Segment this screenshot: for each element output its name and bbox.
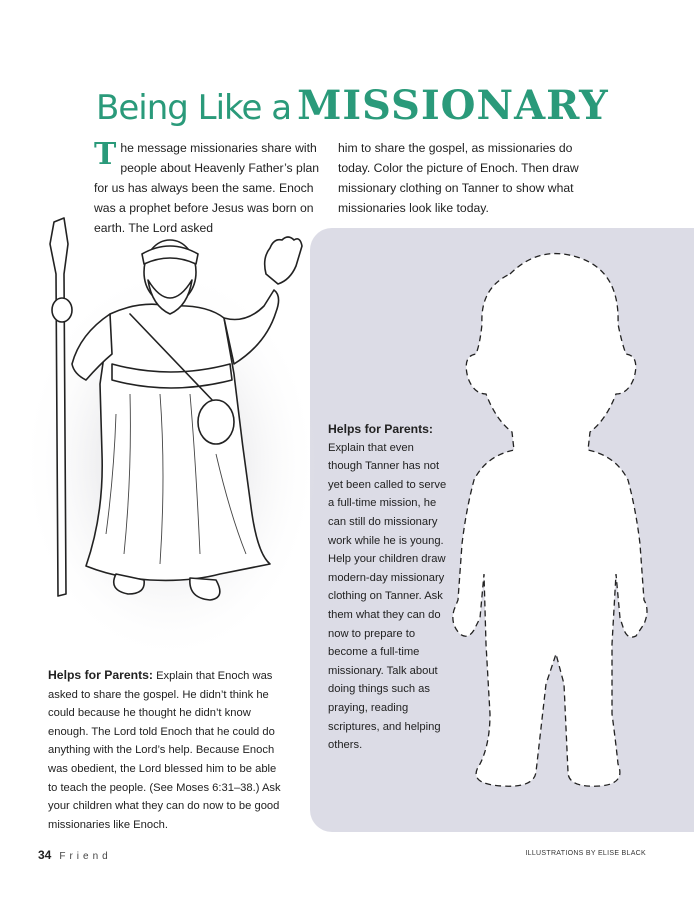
helps-text-right: Explain that even though Tanner has not yet been called to serve a full-time mission, he can still do missionary work while he is young. Help your children draw modern-day missionary clothing on Tanner. Ask them what they can do now to prepare to become a full-time missionary. Talk about doing things such as praying, reading scriptures, and helping others. [328, 441, 447, 752]
helps-heading-right: Helps for Parents: [328, 422, 433, 436]
magazine-name: Friend [59, 851, 112, 862]
page-title [96, 82, 609, 132]
title-bold: MISSIONARY [297, 82, 609, 129]
helps-for-parents-tanner [328, 420, 448, 755]
page-footer [38, 848, 112, 862]
title-light: Being Like a [96, 88, 292, 128]
helps-text-left: Explain that Enoch was asked to share the gospel. He didn’t think he could because he thought he didn’t know enough. The Lord told Enoch that he could do anything with the Lord’s help. Because Enoch was obedient, the Lord blessed him to be able to teach the people. (See Moses 6:31–38.) Ask your children what they can do now to be good missionaries like Enoch. [48, 670, 281, 831]
intro-column-2: him to share the gospel, as missionaries do today. Color the picture of Enoch. Then draw missionary clothing on Tanner to show what missionaries look like today. [338, 141, 579, 215]
illustration-credit: ILLUSTRATIONS BY ELISE BLACK [525, 850, 646, 857]
enoch-illustration [20, 214, 320, 654]
intro-text-1: he message missionaries share with people about Heavenly Father’s plan for us has always been the same. Enoch was a prophet before Jesus was born on earth. The Lord asked [94, 141, 320, 235]
helps-for-parents-enoch [48, 666, 288, 834]
page-number: 34 [38, 848, 52, 862]
drop-cap: T [94, 137, 117, 172]
helps-heading-left: Helps for Parents: [48, 668, 153, 682]
tanner-outline [440, 244, 650, 804]
